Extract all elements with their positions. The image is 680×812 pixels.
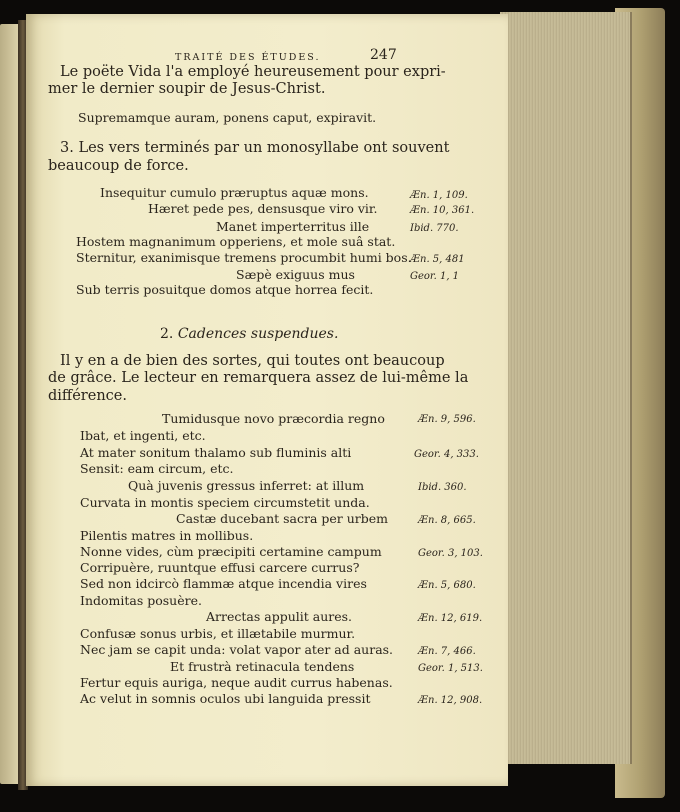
text-line: Manet imperterritus ille [216,219,370,234]
text-line: Supremamque auram, ponens caput, expiravit. [78,110,377,125]
text-line: Quà juvenis gressus inferret: at illum [128,478,365,493]
verse-reference: Æn. 1, 109. [410,190,468,201]
text-line: Fertur equis auriga, neque audit currus habenas. [80,675,393,690]
running-title: TRAITÉ DES ÉTUDES. [175,52,321,63]
verse-reference: Æn. 7, 466. [418,646,476,657]
verse-reference: Geor. 3, 103. [418,548,483,559]
text-line: Il y en a de bien des sortes, qui toutes ont beaucoup [60,353,445,369]
text-line: Hæret pede pes, densusque viro vir. [148,201,378,216]
text-line: différence. [48,388,127,404]
text-line: Sensit: eam circum, etc. [80,461,234,476]
text-line: Nonne vides, cùm præcipiti certamine campum [80,544,382,559]
text-line: mer le dernier soupir de Jesus-Christ. [48,81,326,97]
text-line: Nec jam se capit unda: volat vapor ater ad auras. [80,642,394,657]
section-subtitle [160,326,338,342]
subtitle-number: 2. [160,326,174,342]
verse-reference: Geor. 1, 1 [410,271,460,282]
text-line: Arrectas appulit aures. [206,609,353,624]
text-line: Curvata in montis speciem circumstetit unda. [80,495,370,510]
verse-reference: Æn. 8, 665. [418,515,476,526]
verse-reference: Æn. 5, 481 [410,254,465,265]
text-line: beaucoup de force. [48,158,189,174]
verse-reference: Æn. 12, 908. [418,695,483,706]
verse-reference: Æn. 9, 596. [418,414,476,425]
verse-reference: Æn. 5, 680. [418,580,476,591]
verse-reference: Geor. 4, 333. [414,449,479,460]
text-line: Hostem magnanimum opperiens, et mole suâ stat. [76,234,396,249]
page-edges [500,12,632,764]
verse-reference: Ibid. 360. [418,482,467,493]
text-line: Corripuère, ruuntque effusi carcere currus? [80,560,360,575]
verse-reference: Geor. 1, 513. [418,663,483,674]
text-line: Pilentis matres in mollibus. [80,528,254,543]
text-line: Le poëte Vida l'a employé heureusement pour expri- [60,64,446,80]
text-line: Castæ ducebant sacra per urbem [176,511,389,526]
verse-reference: Ibid. 770. [410,223,459,234]
text-line: 3. Les vers terminés par un monosyllabe ont souvent [60,140,450,156]
text-line: Ibat, et ingenti, etc. [80,428,206,443]
page-number: 247 [370,47,397,63]
text-line: At mater sonitum thalamo sub fluminis alti [80,445,352,460]
text-line: Sternitur, exanimisque tremens procumbit humi bos. [76,250,412,265]
text-line: Et frustrà retinacula tendens [170,659,355,674]
text-line: de grâce. Le lecteur en remarquera assez de lui-même la [48,370,469,386]
subtitle-text: Cadences suspendues. [177,326,339,342]
verse-reference: Æn. 10, 361. [410,205,475,216]
text-line: Sed non idcircò flammæ atque incendia vires [80,576,367,591]
text-line: Sæpè exiguus mus [236,267,355,282]
text-line: Ac velut in somnis oculos ubi languida pressit [80,691,371,706]
text-line: Confusæ sonus urbis, et illætabile murmur. [80,626,356,641]
text-line: Insequitur cumulo præruptus aquæ mons. [100,185,369,200]
text-line: Tumidusque novo præcordia regno [162,411,385,426]
text-line: Sub terris posuitque domos atque horrea fecit. [76,282,374,297]
text-line: Indomitas posuère. [80,593,202,608]
verse-reference: Æn. 12, 619. [418,613,483,624]
